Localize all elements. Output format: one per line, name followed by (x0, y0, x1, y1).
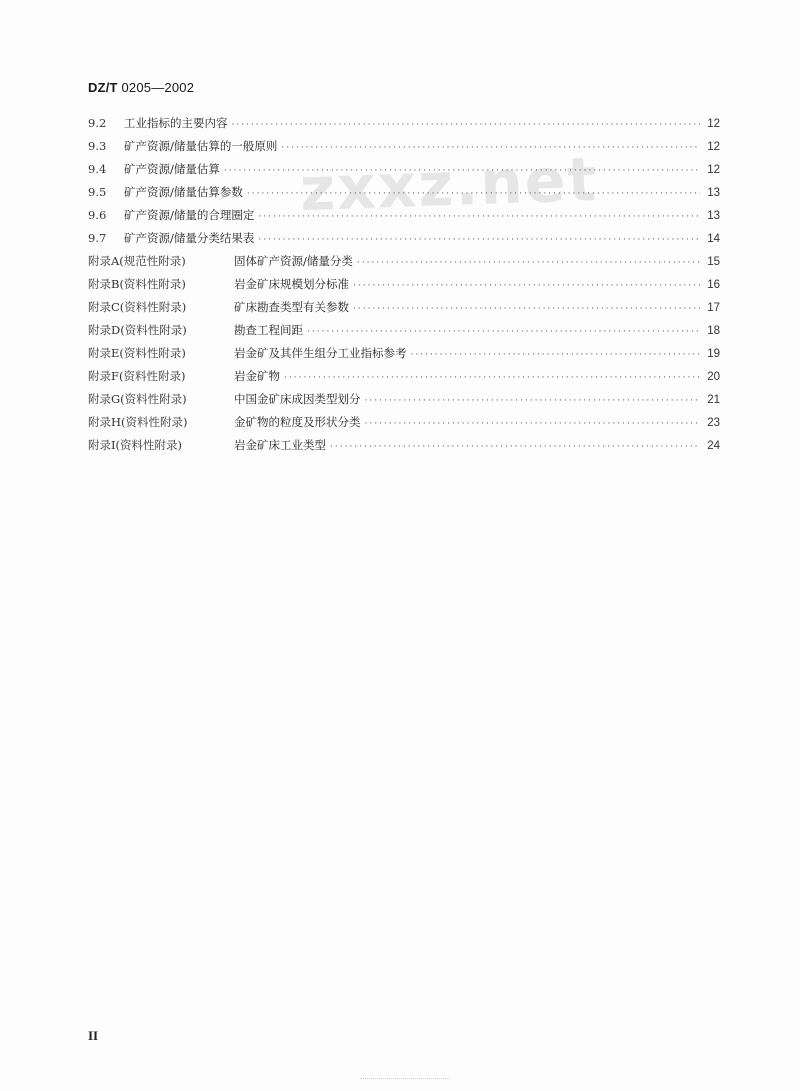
toc-appendix-label: 附录I(资料性附录) (88, 438, 183, 452)
toc-entry-number: 9.5 (88, 185, 107, 199)
toc-entry-title: 矿产资源/储量估算 (124, 162, 220, 176)
toc-entry-page: 24 (707, 440, 720, 452)
toc-entry-title: 岩金矿及其伴生组分工业指标参考 (234, 346, 407, 360)
toc-entry-title: 矿产资源/储量估算的一般原则 (124, 139, 278, 153)
toc-leader-dots (307, 321, 700, 344)
toc-appendix-label: 附录A(规范性附录) (88, 254, 186, 268)
toc-leader-dots (258, 229, 700, 252)
toc-appendix-i[interactable] (88, 434, 720, 457)
toc-leader-dots (357, 252, 700, 275)
toc-entry-number: 9.4 (88, 162, 107, 176)
toc-appendix-label: 附录H(资料性附录) (88, 415, 188, 429)
toc-entry-page: 17 (707, 302, 720, 314)
toc-entry-number: 9.2 (88, 116, 107, 130)
toc-entry-number: 9.3 (88, 139, 107, 153)
toc-entry-title: 矿产资源/储量分类结果表 (124, 231, 255, 245)
toc-leader-dots (411, 344, 701, 367)
toc-entry-9-5[interactable] (88, 181, 720, 204)
footer-divider (360, 1078, 450, 1081)
toc-entry-page: 18 (707, 325, 720, 337)
toc-entry-title: 中国金矿床成因类型划分 (234, 392, 361, 406)
toc-entry-title: 金矿物的粒度及形状分类 (234, 415, 361, 429)
toc-entry-9-4[interactable] (88, 158, 720, 181)
toc-entry-9-3[interactable] (88, 135, 720, 158)
toc-appendix-g[interactable] (88, 388, 720, 411)
toc-appendix-d[interactable] (88, 319, 720, 342)
toc-leader-dots (365, 413, 701, 436)
toc-entry-page: 19 (707, 348, 720, 360)
toc-entry-title: 矿产资源/储量估算参数 (124, 185, 243, 199)
toc-entry-page: 21 (707, 394, 720, 406)
toc-leader-dots (365, 390, 701, 413)
toc-appendix-f[interactable] (88, 365, 720, 388)
toc-leader-dots (224, 160, 700, 183)
toc-entry-9-6[interactable] (88, 204, 720, 227)
toc-appendix-a[interactable] (88, 250, 720, 273)
toc-entry-page: 12 (707, 164, 720, 176)
page-number: II (88, 1028, 99, 1043)
toc-appendix-label: 附录B(资料性附录) (88, 277, 186, 291)
toc-leader-dots (353, 275, 700, 298)
toc-entry-page: 12 (707, 141, 720, 153)
toc-entry-title: 矿床勘查类型有关参数 (234, 300, 349, 314)
toc-leader-dots (330, 436, 700, 459)
toc-entry-page: 14 (707, 233, 720, 245)
toc-leader-dots (247, 183, 700, 206)
toc-appendix-label: 附录G(资料性附录) (88, 392, 187, 406)
toc-entry-title: 工业指标的主要内容 (124, 116, 228, 130)
toc-leader-dots (232, 114, 701, 137)
toc-appendix-label: 附录D(资料性附录) (88, 323, 187, 337)
toc-entry-9-2[interactable] (88, 112, 720, 135)
standard-number: 0205—2002 (121, 80, 195, 95)
toc-entry-page: 13 (707, 210, 720, 222)
toc-leader-dots (353, 298, 700, 321)
toc-appendix-label: 附录E(资料性附录) (88, 346, 186, 360)
toc-entry-title: 矿产资源/储量的合理圈定 (124, 208, 255, 222)
toc-leader-dots (281, 137, 700, 160)
toc-entry-number: 9.6 (88, 208, 107, 222)
toc-entry-title: 岩金矿床工业类型 (234, 438, 326, 452)
toc-leader-dots (258, 206, 700, 229)
toc-entry-title: 岩金矿物 (234, 369, 280, 383)
toc-entry-title: 固体矿产资源/储量分类 (234, 254, 353, 268)
toc-appendix-label: 附录F(资料性附录) (88, 369, 186, 383)
toc-appendix-h[interactable] (88, 411, 720, 434)
toc-leader-dots (284, 367, 700, 390)
toc-entry-page: 23 (707, 417, 720, 429)
toc-entry-9-7[interactable] (88, 227, 720, 250)
toc-entry-page: 20 (707, 371, 720, 383)
toc-appendix-e[interactable] (88, 342, 720, 365)
toc-entry-page: 15 (707, 256, 720, 268)
toc-entry-title: 勘查工程间距 (234, 323, 303, 337)
toc-entry-number: 9.7 (88, 231, 107, 245)
standard-code (88, 80, 194, 95)
toc-appendix-label: 附录C(资料性附录) (88, 300, 187, 314)
toc-entry-page: 12 (707, 118, 720, 130)
toc-entry-page: 16 (707, 279, 720, 291)
watermark: zxxz.net (298, 144, 600, 226)
toc-entry-page: 13 (707, 187, 720, 199)
toc-entry-title: 岩金矿床规模划分标准 (234, 277, 349, 291)
toc-appendix-b[interactable] (88, 273, 720, 296)
toc-appendix-c[interactable] (88, 296, 720, 319)
standard-prefix: DZ/T (88, 80, 118, 95)
table-of-contents (88, 112, 720, 457)
